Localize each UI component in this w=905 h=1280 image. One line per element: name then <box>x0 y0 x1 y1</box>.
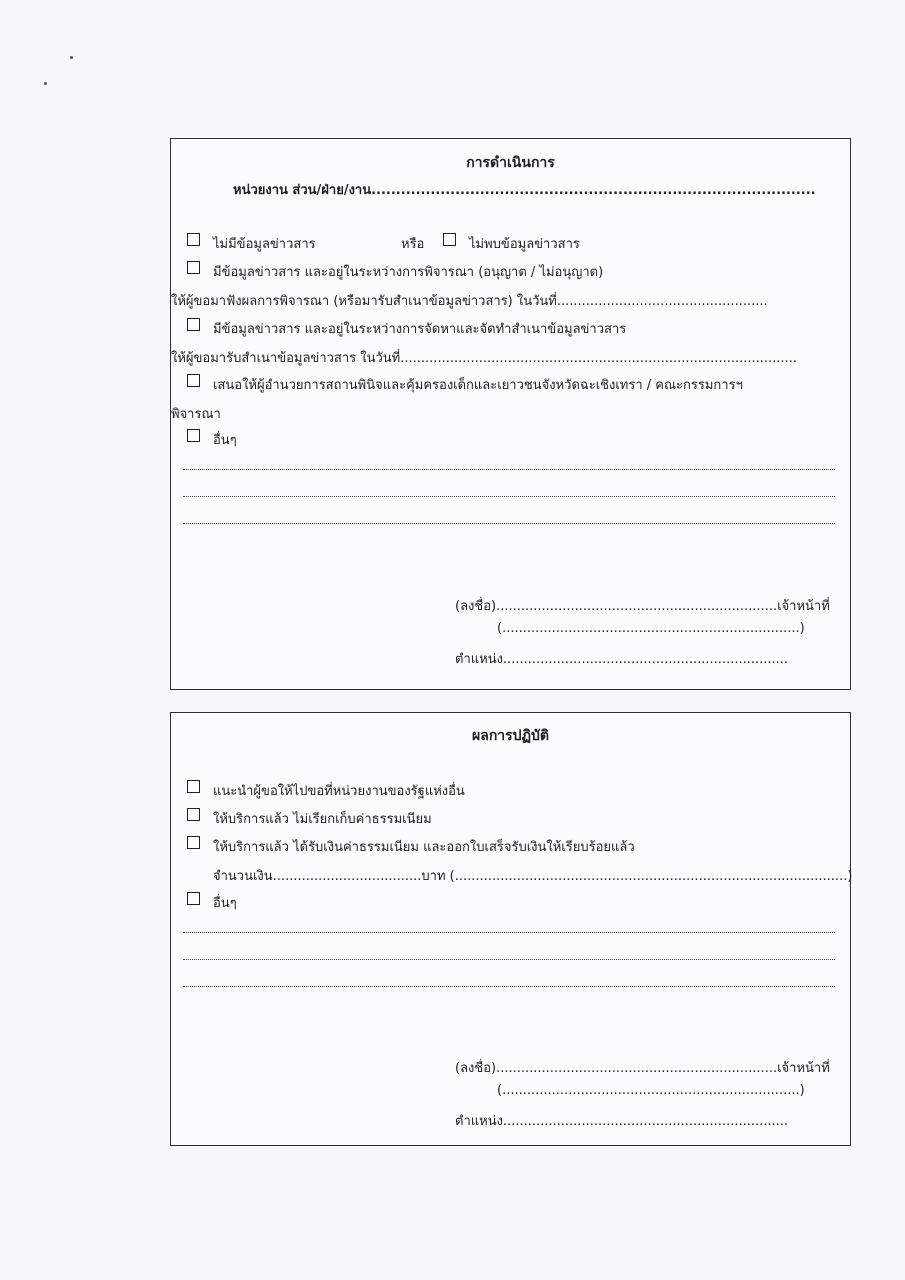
amount-field[interactable]: จำนวนเงิน....................................บาท (...............................................................................................) <box>213 869 853 884</box>
result-position-field[interactable]: ตำแหน่ง..................................................................... <box>455 1114 789 1129</box>
result-section <box>170 712 851 1146</box>
result-other-line-3[interactable] <box>183 986 835 987</box>
result-signature-field[interactable]: (ลงชื่อ)....................................................................เจ้าหน้าที่ <box>455 1061 830 1076</box>
paid-service-label: ให้บริการแล้ว ได้รับเงินค่าธรรมเนียม และออกใบเสร็จรับเงินให้เรียบร้อยแล้ว <box>213 840 635 855</box>
result-other-checkbox[interactable] <box>187 892 200 905</box>
other-checkbox[interactable] <box>187 429 200 442</box>
other-label: อื่นๆ <box>213 433 237 448</box>
unit-field[interactable]: หน่วยงาน ส่วน/ฝ่าย/งาน.......................................................................................... <box>233 183 816 198</box>
operation-title: การดำเนินการ <box>466 155 555 171</box>
not-found-label: ไม่พบข้อมูลข่าวสาร <box>469 237 580 252</box>
no-info-label: ไม่มีข้อมูลข่าวสาร <box>213 237 316 252</box>
result-other-line-1[interactable] <box>183 932 835 933</box>
preparing-date-field[interactable]: ให้ผู้ขอมารับสำเนาข้อมูลข่าวสาร ในวันที่................................................................................................ <box>171 351 797 366</box>
free-service-label: ให้บริการแล้ว ไม่เรียกเก็บค่าธรรมเนียม <box>213 812 432 827</box>
refer-checkbox[interactable] <box>187 780 200 793</box>
result-signer-name-field[interactable]: (........................................................................) <box>497 1083 805 1098</box>
free-service-checkbox[interactable] <box>187 808 200 821</box>
considering-label: มีข้อมูลข่าวสาร และอยู่ในระหว่างการพิจารณา (อนุญาต / ไม่อนุญาต) <box>213 265 604 280</box>
signature-field[interactable]: (ลงชื่อ)....................................................................เจ้าหน้าที่ <box>455 599 830 614</box>
result-other-label: อื่นๆ <box>213 896 237 911</box>
other-line-2[interactable] <box>183 496 835 497</box>
preparing-label: มีข้อมูลข่าวสาร และอยู่ในระหว่างการจัดหาและจัดทำสำเนาข้อมูลข่าวสาร <box>213 322 627 337</box>
propose-checkbox[interactable] <box>187 374 200 387</box>
considering-checkbox[interactable] <box>187 261 200 274</box>
refer-label: แนะนำผู้ขอให้ไปขอที่หน่วยงานของรัฐแห่งอื่น <box>213 784 465 799</box>
scan-speck <box>44 82 47 85</box>
position-field[interactable]: ตำแหน่ง..................................................................... <box>455 652 789 667</box>
operation-section <box>170 138 851 690</box>
propose-label: เสนอให้ผู้อำนวยการสถานพินิจและคุ้มครองเด็กและเยาวชนจังหวัดฉะเชิงเทรา / คณะกรรมการฯ <box>213 378 743 393</box>
result-other-line-2[interactable] <box>183 959 835 960</box>
signer-name-field[interactable]: (........................................................................) <box>497 621 805 636</box>
other-line-3[interactable] <box>183 523 835 524</box>
result-title: ผลการปฏิบัติ <box>472 728 549 744</box>
or-label: หรือ <box>401 237 425 252</box>
paid-service-checkbox[interactable] <box>187 836 200 849</box>
propose-label-cont: พิจารณา <box>171 407 221 422</box>
scan-speck <box>70 56 73 59</box>
considering-date-field[interactable]: ให้ผู้ขอมาฟังผลการพิจารณา (หรือมารับสำเนาข้อมูลข่าวสาร) ในวันที่................................................... <box>171 294 768 309</box>
preparing-checkbox[interactable] <box>187 318 200 331</box>
other-line-1[interactable] <box>183 469 835 470</box>
not-found-checkbox[interactable] <box>443 233 456 246</box>
no-info-checkbox[interactable] <box>187 233 200 246</box>
